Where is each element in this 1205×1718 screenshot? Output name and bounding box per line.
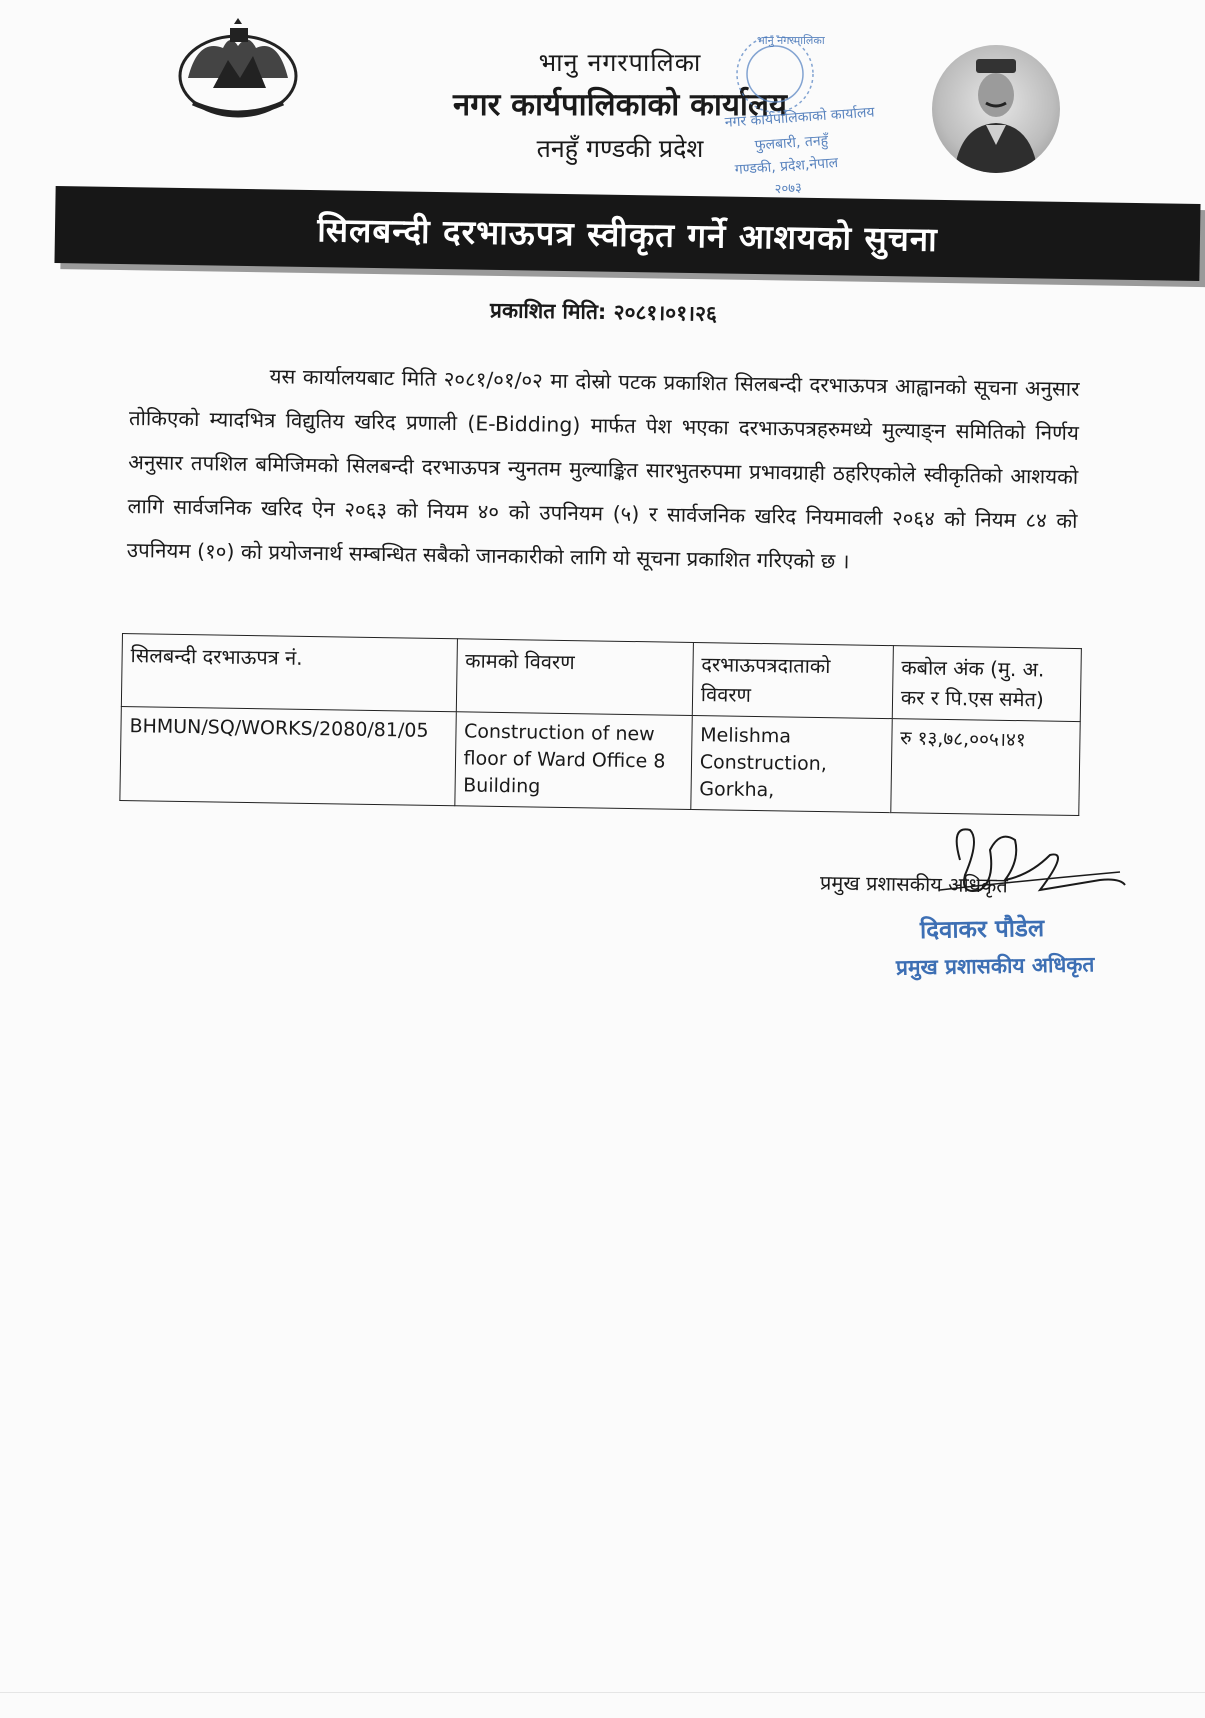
- svg-text:फुलबारी, तनहुँ: फुलबारी, तनहुँ: [754, 132, 829, 154]
- cell-bidder-details: Melishma Construction, Gorkha,: [691, 715, 892, 812]
- portrait-image: [932, 45, 1060, 173]
- cell-work-description: Construction of new floor of Ward Office 8 Building: [454, 712, 692, 810]
- svg-text:गण्डकी, प्रदेश,नेपाल: गण्डकी, प्रदेश,नेपाल: [734, 154, 839, 179]
- coat-of-arms-icon: [168, 18, 308, 123]
- svg-text:भानु नगरपालिका: भानु नगरपालिका: [757, 34, 825, 47]
- cell-bid-amount: रु १३,७८,००५।४१: [891, 719, 1081, 816]
- header-bid-amount: कबोल अंक (मु. अ. कर र पि.एस समेत): [892, 646, 1081, 722]
- svg-text:२०७३: २०७३: [774, 180, 803, 198]
- office-stamp-icon: [715, 22, 880, 207]
- municipality-name: भानु नगरपालिका: [538, 48, 702, 77]
- svg-text:नगर कार्यपालिकाको कार्यालय: नगर कार्यपालिकाको कार्यालय: [724, 104, 876, 131]
- cell-bid-number: BHMUN/SQ/WORKS/2080/81/05: [120, 706, 456, 805]
- table-row: [120, 706, 1080, 815]
- notice-title: सिलबन्दी दरभाऊपत्र स्वीकृत गर्ने आशयको सुचना: [316, 210, 939, 259]
- notice-title-bar: [54, 186, 1200, 281]
- header-bid-number: सिलबन्दी दरभाऊपत्र नं.: [121, 634, 457, 712]
- scan-edge-divider: [0, 1692, 1205, 1693]
- bid-table: [119, 633, 1082, 816]
- notice-body: यस कार्यालयबाट मिति २०८१/०१/०२ मा दोस्रो पटक प्रकाशित सिलबन्दी दरभाऊपत्र आह्वानको सूचना अनुसार तोकिएको म्यादभित्र विद्युतिय खरिद प्रणाली (E-Bidding) मार्फत पेश भएका दरभाऊपत्रहरुमध्ये मुल्याङ्न समितिको निर्णय अनुसार तपशिल बमिजिमको सिलबन्दी दरभाऊपत्र न्युनतम मुल्याङ्कित सारभुतरुपमा प्रभावग्राही ठहरिएकोले स्वीकृतिको आशयको लागि सार्वजनिक खरिद ऐन २०६३ को नियम ४० को उपनियम (५) र सार्वजनिक खरिद नियमावली २०६४ को नियम ८४ को उपनियम (१०) को प्रयोजनार्थ सम्बन्धित सबैको जानकारीको लागि यो सूचना प्रकाशित गरिएको छ ।: [126, 364, 1080, 574]
- office-name: नगर कार्यपालिकाको कार्यालय: [453, 87, 787, 123]
- published-date: प्रकाशित मिति: २०८१।०१।२६: [489, 298, 718, 326]
- office-location: तनहुँ गण्डकी प्रदेश: [536, 134, 704, 163]
- header-work-description: कामको विवरण: [456, 639, 693, 716]
- header-bidder-details: दरभाऊपत्रदाताको विवरण: [692, 642, 893, 718]
- portrait-icon: [932, 45, 1060, 173]
- signatory-title-stamp: प्रमुख प्रशासकीय अधिकृत: [895, 952, 1095, 980]
- signatory-name-stamp: दिवाकर पौडेल: [919, 913, 1045, 945]
- signatory-title: प्रमुख प्रशासकीय अधिकृत: [819, 870, 1008, 898]
